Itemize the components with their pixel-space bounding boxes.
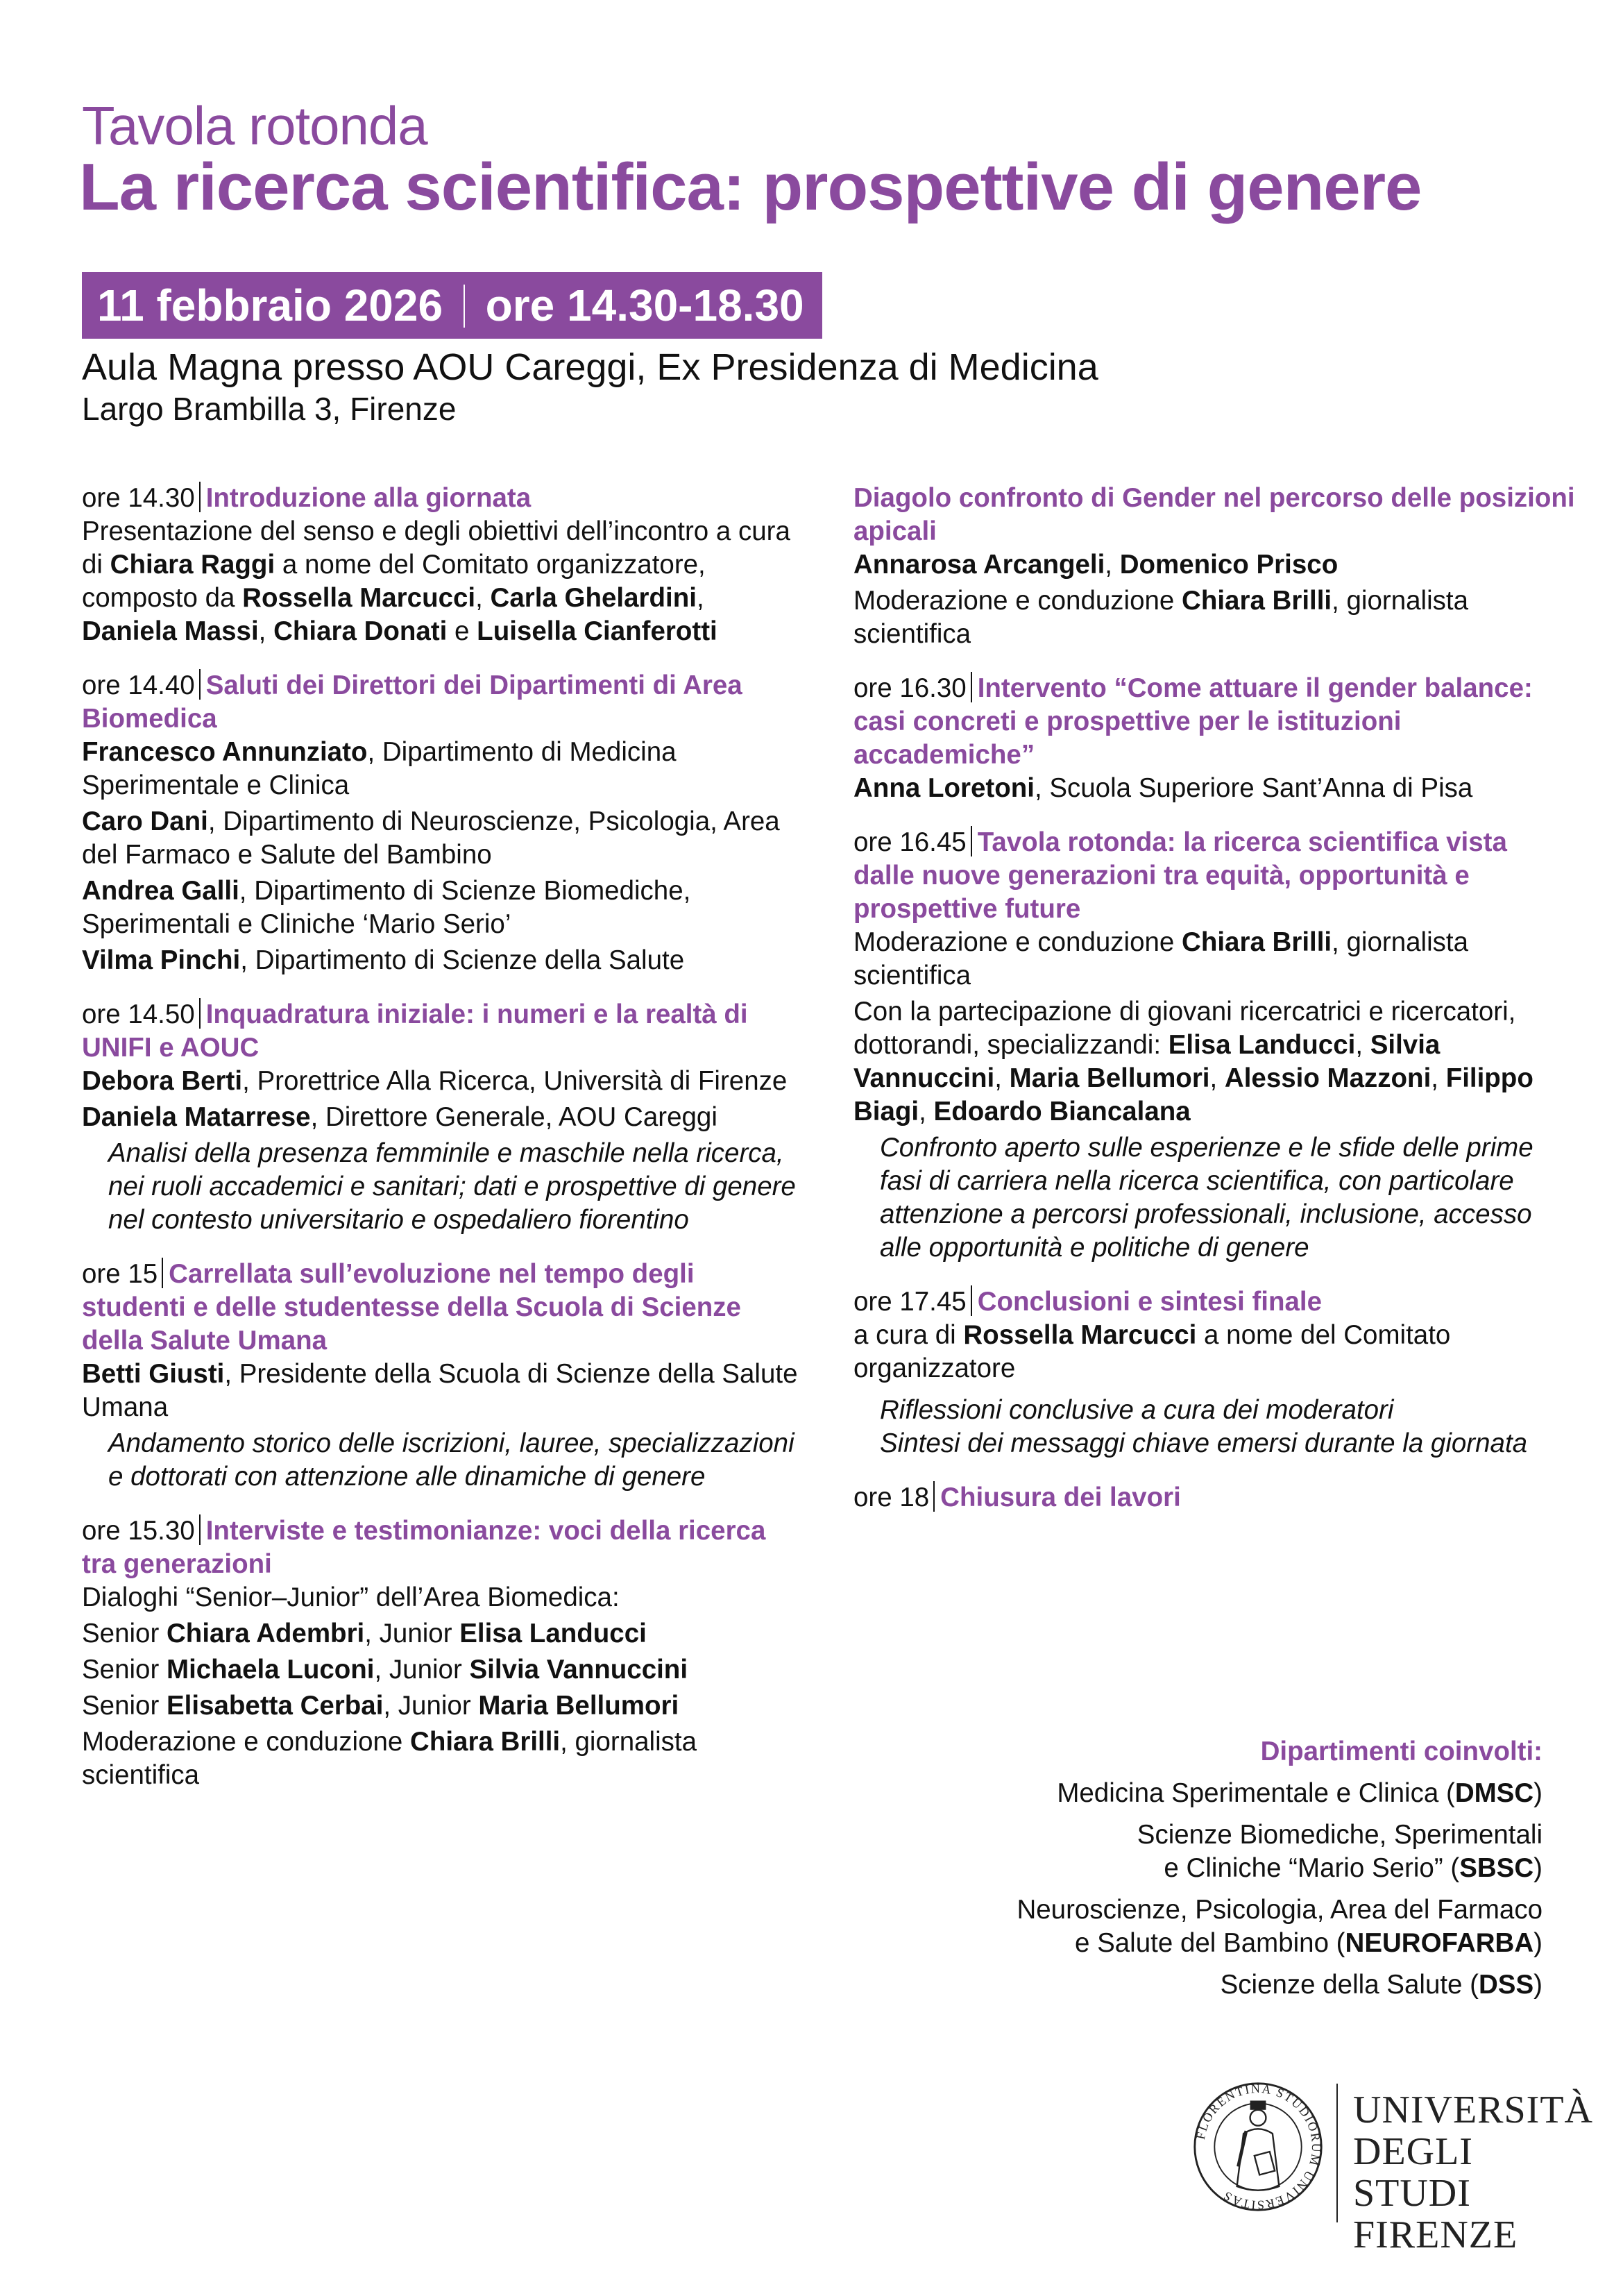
text-segment: , Dipartimento di Medicina Sperimentale e Clinica xyxy=(82,737,677,800)
department-item xyxy=(1017,1893,1543,1960)
wordmark-line: FIRENZE xyxy=(1353,2213,1518,2256)
date-time-banner xyxy=(82,272,822,339)
session-paragraph xyxy=(853,772,1575,805)
session-title: Chiusura dei lavori xyxy=(940,1483,1181,1512)
session-paragraph xyxy=(82,1581,804,1614)
session-time: ore 15.30 xyxy=(82,1516,195,1546)
session-time: ore 14.50 xyxy=(82,999,195,1029)
speaker-name: Silvia Vannuccini xyxy=(469,1655,688,1685)
speaker-name: Betti Giusti xyxy=(82,1359,225,1389)
time-separator xyxy=(199,1514,201,1545)
text-segment: Con la partecipazione di giovani ricercatrici e ricercatori, dottorandi, specializzandi: xyxy=(853,997,1516,1060)
session-time: ore 18 xyxy=(853,1483,930,1512)
text-segment: , Junior xyxy=(383,1691,479,1721)
speaker-name: Francesco Annunziato xyxy=(82,737,368,767)
speaker-name: Daniela Matarrese xyxy=(82,1102,311,1132)
text-segment: Presentazione del senso e degli obiettivi dell’incontro a cura di xyxy=(82,516,790,580)
speaker-name: Elisa Landucci xyxy=(459,1619,647,1648)
session-paragraph xyxy=(82,1358,804,1424)
event-time: ore 14.30-18.30 xyxy=(485,280,804,330)
speaker-name: Vilma Pinchi xyxy=(82,945,241,975)
text-segment: , xyxy=(696,583,704,613)
text-segment: , Direttore Generale, AOU Careggi xyxy=(310,1102,717,1132)
session-paragraph xyxy=(853,995,1575,1129)
session-paragraph xyxy=(82,875,804,941)
speaker-name: Chiara Adembri xyxy=(167,1619,365,1648)
text-segment: Dialoghi “Senior–Junior” dell’Area Biomedica: xyxy=(82,1582,620,1612)
session-paragraph xyxy=(82,1725,804,1792)
session-paragraph xyxy=(82,515,804,648)
speaker-name: Elisabetta Cerbai xyxy=(167,1691,384,1721)
text-segment: , Dipartimento di Neuroscienze, Psicologia, Area del Farmaco e Salute del Bambino xyxy=(82,807,780,870)
department-name-line: Scienze della Salute (DSS) xyxy=(1220,1970,1543,2000)
session-title: Carrellata sull’evoluzione nel tempo degli studenti e delle studentesse della Scuola di Scienze della Salute Umana xyxy=(82,1259,741,1356)
session-heading xyxy=(853,1481,1575,1514)
session-title: Inquadratura iniziale: i numeri e la realtà di UNIFI e AOUC xyxy=(82,999,748,1063)
speaker-name: Domenico Prisco xyxy=(1119,550,1339,580)
departments-list xyxy=(1017,1777,1543,2002)
text-segment: , Junior xyxy=(374,1655,470,1685)
time-separator xyxy=(162,1258,163,1288)
session-time: ore 14.40 xyxy=(82,670,195,700)
speaker-name: Michaela Luconi xyxy=(167,1655,375,1685)
text-segment: e xyxy=(447,616,477,646)
program-session xyxy=(853,826,1575,1265)
program-session xyxy=(82,1258,804,1494)
session-description: Confronto aperto sulle esperienze e le sfide delle prime fasi di carriera nella ricerca scientifica, con particolare attenzione a percorsi professionali, inclusione, accesso alle opportunità e politiche di genere xyxy=(880,1133,1533,1263)
session-time: ore 15 xyxy=(82,1259,158,1289)
text-segment: , xyxy=(1355,1030,1370,1060)
session-paragraph xyxy=(853,1319,1575,1385)
department-item xyxy=(1017,1968,1543,2002)
session-paragraph xyxy=(82,1689,804,1723)
department-name: Scienze Biomediche, Sperimentali xyxy=(1137,1820,1543,1850)
description-line: Riflessioni conclusive a cura dei moderatori xyxy=(880,1395,1394,1425)
department-name: Medicina Sperimentale e Clinica xyxy=(1057,1778,1439,1808)
speaker-name: Chiara Brilli xyxy=(1182,927,1332,957)
text-segment: , xyxy=(258,616,274,646)
department-name: Neuroscienze, Psicologia, Area del Farmaco xyxy=(1017,1895,1543,1925)
text-segment: a nome del Comitato organizzatore, composto da xyxy=(82,550,706,613)
speaker-name: Andrea Galli xyxy=(82,876,239,906)
session-paragraph xyxy=(82,736,804,802)
text-segment: a nome del Comitato organizzatore xyxy=(853,1320,1451,1383)
program-session xyxy=(82,482,804,648)
time-separator xyxy=(971,1285,972,1316)
session-heading xyxy=(853,482,1575,548)
speaker-name: Daniela Massi xyxy=(82,616,259,646)
speaker-name: Edoardo Biancalana xyxy=(933,1097,1191,1126)
session-paragraph xyxy=(853,926,1575,993)
program-session xyxy=(853,1481,1575,1514)
department-name: e Cliniche “Mario Serio” xyxy=(1164,1853,1443,1883)
text-segment: Moderazione e conduzione xyxy=(853,927,1182,957)
session-description xyxy=(880,1394,1575,1460)
time-separator xyxy=(971,672,972,702)
session-paragraph xyxy=(82,805,804,872)
university-wordmark xyxy=(1353,2089,1593,2256)
session-heading xyxy=(82,482,804,515)
session-time: ore 17.45 xyxy=(853,1287,967,1317)
text-segment: , Scuola Superiore Sant’Anna di Pisa xyxy=(1034,773,1473,803)
text-segment: , Junior xyxy=(364,1619,460,1648)
speaker-name: Anna Loretoni xyxy=(853,773,1035,803)
speaker-name: Caro Dani xyxy=(82,807,208,836)
date-separator xyxy=(464,285,465,328)
program-right-column xyxy=(853,482,1575,1535)
speaker-name: Alessio Mazzoni xyxy=(1224,1063,1431,1093)
session-description: Andamento storico delle iscrizioni, lauree, specializzazioni e dottorati con attenzione alle dinamiche di genere xyxy=(108,1428,794,1492)
departments-block xyxy=(1017,1735,1543,2010)
session-paragraph xyxy=(853,584,1575,651)
session-title: Intervento “Come attuare il gender balance: casi concreti e prospettive per le istituzioni accademiche” xyxy=(853,673,1533,770)
session-heading xyxy=(853,826,1575,926)
session-paragraph xyxy=(853,548,1575,582)
wordmark-line: UNIVERSITÀ xyxy=(1353,2088,1593,2132)
speaker-name: Chiara Raggi xyxy=(110,550,275,580)
speaker-name: Chiara Brilli xyxy=(1182,586,1332,616)
session-description: Analisi della presenza femminile e maschile nella ricerca, nei ruoli accademici e sanitari; dati e prospettive di genere nel contesto universitario e ospedaliero fiorentino xyxy=(108,1138,796,1235)
event-kicker: Tavola rotonda xyxy=(82,95,427,156)
program-session xyxy=(82,669,804,977)
departments-heading: Dipartimenti coinvolti: xyxy=(1260,1737,1543,1766)
event-venue: Aula Magna presso AOU Careggi, Ex Presidenza di Medicina xyxy=(82,346,1098,388)
speaker-name: Carla Ghelardini xyxy=(490,583,697,613)
text-segment: , giornalista scientifica xyxy=(853,586,1469,649)
session-heading xyxy=(82,1514,804,1581)
session-time: ore 16.30 xyxy=(853,673,967,703)
department-item xyxy=(1017,1818,1543,1885)
session-paragraph xyxy=(82,1065,804,1098)
speaker-name: Maria Bellumori xyxy=(1009,1063,1210,1093)
session-title: Interviste e testimonianze: voci della ricerca tra generazioni xyxy=(82,1516,766,1579)
wordmark-line: DEGLI STUDI xyxy=(1353,2130,1473,2215)
session-title: Diagolo confronto di Gender nel percorso delle posizioni apicali xyxy=(853,483,1575,546)
speaker-name: Rossella Marcucci xyxy=(963,1320,1197,1350)
text-segment: , xyxy=(919,1097,934,1126)
department-acronym: DSS xyxy=(1479,1970,1534,2000)
department-acronym: SBSC xyxy=(1459,1853,1534,1883)
program-left-column xyxy=(82,482,804,1813)
text-segment: , giornalista scientifica xyxy=(82,1727,697,1790)
text-segment: Senior xyxy=(82,1691,167,1721)
department-name: Scienze della Salute xyxy=(1220,1970,1463,2000)
logo-divider xyxy=(1336,2084,1338,2222)
department-name: e Salute del Bambino xyxy=(1074,1928,1329,1958)
speaker-name: Debora Berti xyxy=(82,1066,243,1096)
seal-text: FLORENTINA STUDIORUM UNIVERSITAS xyxy=(1193,2081,1324,2213)
session-paragraph xyxy=(82,944,804,977)
time-separator xyxy=(971,826,972,856)
time-separator xyxy=(199,482,201,512)
speaker-name: Luisella Cianferotti xyxy=(477,616,717,646)
text-segment: , Dipartimento di Scienze Biomediche, Sperimentali e Cliniche ‘Mario Serio’ xyxy=(82,876,691,939)
university-logo xyxy=(1192,2075,1593,2256)
session-paragraph xyxy=(82,1653,804,1687)
text-segment: , xyxy=(1431,1063,1446,1093)
speaker-name: Chiara Brilli xyxy=(410,1727,561,1757)
time-separator xyxy=(199,669,201,700)
department-name-line xyxy=(1017,1893,1543,1927)
text-segment: , Prorettrice Alla Ricerca, Università di Firenze xyxy=(242,1066,788,1096)
session-time: ore 14.30 xyxy=(82,483,195,513)
text-segment: , Dipartimento di Scienze della Salute xyxy=(240,945,685,975)
text-segment: , xyxy=(1105,550,1120,580)
session-title: Introduzione alla giornata xyxy=(205,483,532,513)
speaker-name: Chiara Donati xyxy=(273,616,448,646)
text-segment: Senior xyxy=(82,1619,167,1648)
text-segment: Moderazione e conduzione xyxy=(853,586,1182,616)
speaker-name: Silvia Vannuccini xyxy=(853,1030,1441,1093)
session-heading xyxy=(82,669,804,736)
department-item xyxy=(1017,1777,1543,1810)
event-date: 11 febbraio 2026 xyxy=(97,280,443,330)
text-segment: , xyxy=(475,583,491,613)
program-session xyxy=(82,998,804,1237)
session-heading xyxy=(82,1258,804,1358)
session-paragraph xyxy=(82,1101,804,1134)
description-line: Sintesi dei messaggi chiave emersi durante la giornata xyxy=(880,1428,1528,1458)
text-segment: , xyxy=(1209,1063,1225,1093)
session-paragraph xyxy=(82,1617,804,1651)
event-title: La ricerca scientifica: prospettive di genere xyxy=(79,150,1422,224)
speaker-name: Elisa Landucci xyxy=(1168,1030,1356,1060)
program-session xyxy=(853,482,1575,651)
session-title: Conclusioni e sintesi finale xyxy=(977,1287,1323,1317)
program-session xyxy=(853,1285,1575,1460)
session-time: ore 16.45 xyxy=(853,827,967,857)
text-segment: , Presidente della Scuola di Scienze della Salute Umana xyxy=(82,1359,798,1422)
time-separator xyxy=(199,998,201,1029)
department-acronym: NEUROFARBA xyxy=(1345,1928,1534,1958)
program-session xyxy=(853,672,1575,805)
department-name-line: Medicina Sperimentale e Clinica (DMSC) xyxy=(1057,1778,1543,1808)
session-title: Saluti dei Direttori dei Dipartimenti di Area Biomedica xyxy=(82,670,742,734)
speaker-name: Maria Bellumori xyxy=(478,1691,679,1721)
department-name-line: e Salute del Bambino (NEUROFARBA) xyxy=(1074,1928,1543,1958)
program-session xyxy=(82,1514,804,1792)
department-name-line: e Cliniche “Mario Serio” (SBSC) xyxy=(1164,1853,1543,1883)
department-acronym: DMSC xyxy=(1454,1778,1534,1808)
text-segment: Moderazione e conduzione xyxy=(82,1727,411,1757)
university-seal-icon xyxy=(1192,2081,1324,2213)
session-heading xyxy=(82,998,804,1065)
speaker-name: Rossella Marcucci xyxy=(242,583,476,613)
text-segment: , xyxy=(994,1063,1010,1093)
event-address: Largo Brambilla 3, Firenze xyxy=(82,391,457,427)
speaker-name: Filippo Biagi xyxy=(853,1063,1533,1126)
session-heading xyxy=(853,672,1575,772)
text-segment: Senior xyxy=(82,1655,167,1685)
session-heading xyxy=(853,1285,1575,1319)
department-name-line xyxy=(1017,1818,1543,1852)
speaker-name: Annarosa Arcangeli xyxy=(853,550,1105,580)
session-title: Tavola rotonda: la ricerca scientifica vista dalle nuove generazioni tra equità, opportunità e prospettive future xyxy=(853,827,1507,924)
text-segment: a cura di xyxy=(853,1320,964,1350)
time-separator xyxy=(933,1481,935,1512)
text-segment: , giornalista scientifica xyxy=(853,927,1469,990)
